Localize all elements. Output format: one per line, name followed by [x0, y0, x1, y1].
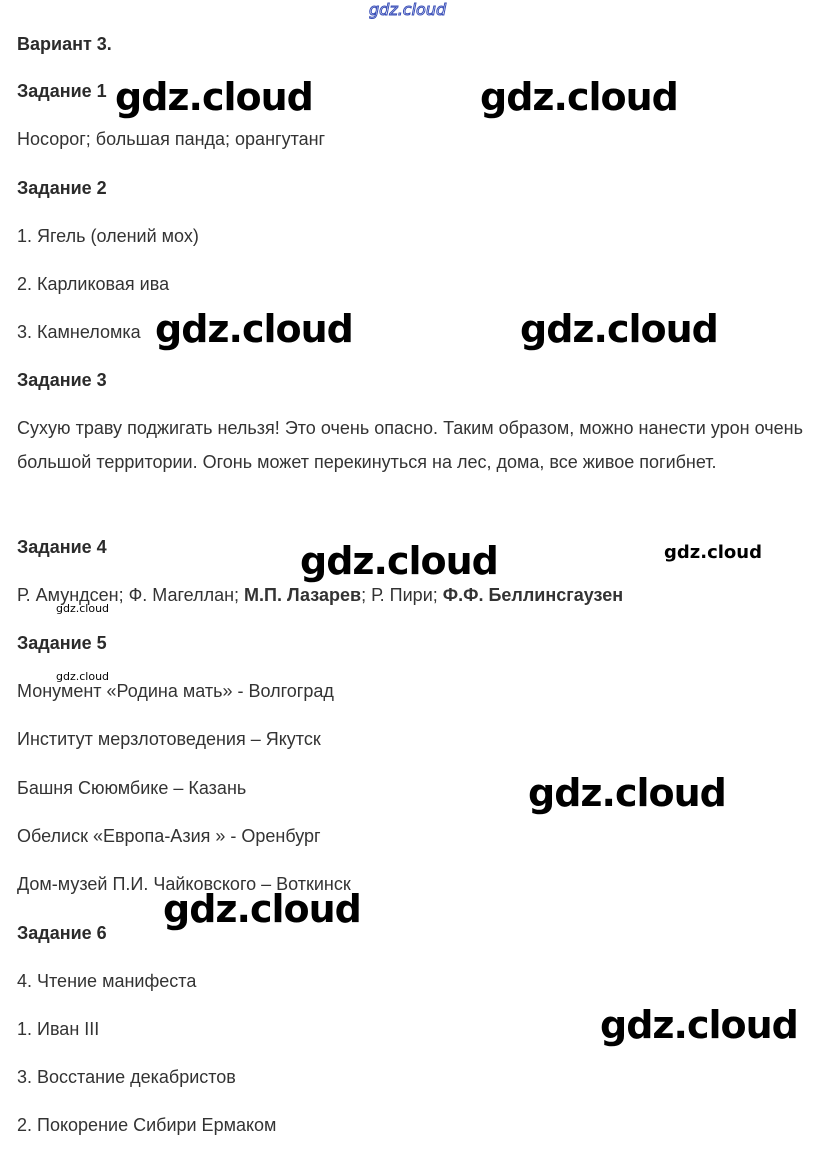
task5-item: Институт мерзлотоведения – Якутск	[17, 729, 321, 749]
task6-item: 4. Чтение манифеста	[17, 971, 197, 991]
task6-item: 3. Восстание декабристов	[17, 1067, 236, 1087]
task2-item: 2. Карликовая ива	[17, 274, 170, 294]
header-watermark: gdz.cloud	[369, 0, 447, 19]
task5-heading: Задание 5	[17, 633, 107, 653]
task5-item: Обелиск «Европа-Азия » - Оренбург	[17, 826, 321, 846]
task1-heading: Задание 1	[17, 81, 107, 101]
task6-heading: Задание 6	[17, 923, 107, 943]
watermark: gdz.cloud	[528, 771, 726, 815]
task6-item: 1. Иван III	[17, 1019, 100, 1039]
watermark: gdz.cloud	[520, 307, 718, 351]
task4-text: ; Р. Пири;	[361, 585, 443, 605]
task2-item: 3. Камнеломка	[17, 322, 141, 342]
task3-text: Сухую траву поджигать нельзя! Это очень опасно. Таким образом, можно нанести урон очень большой территории. Огонь может перекинуться на лес, дома, все живое погибнет.	[17, 418, 803, 472]
watermark: gdz.cloud	[300, 539, 498, 583]
task1-answer: Носорог; большая панда; орангутанг	[17, 129, 326, 149]
task4-bold-name: М.П. Лазарев	[244, 585, 362, 605]
variant-title: Вариант 3.	[17, 34, 112, 54]
task5-item: Башня Сююмбике – Казань	[17, 778, 247, 798]
task4-text: Р. Амундсен; Ф. Магеллан;	[17, 585, 245, 605]
watermark: gdz.cloud	[480, 75, 678, 119]
task5-item: Монумент «Родина мать» - Волгоград	[17, 681, 334, 701]
task6-item: 2. Покорение Сибири Ермаком	[17, 1115, 277, 1135]
watermark: gdz.cloud	[163, 887, 361, 931]
task4-bold-name: Ф.Ф. Беллинсгаузен	[442, 585, 624, 605]
task2-heading: Задание 2	[17, 178, 107, 198]
watermark: gdz.cloud	[664, 542, 762, 563]
task2-item: 1. Ягель (олений мох)	[17, 226, 199, 246]
task4-heading: Задание 4	[17, 537, 107, 557]
watermark: gdz.cloud	[115, 75, 313, 119]
watermark: gdz.cloud	[155, 307, 353, 351]
watermark: gdz.cloud	[600, 1003, 798, 1047]
task5-item: Дом-музей П.И. Чайковского – Воткинск	[17, 874, 351, 894]
watermark: gdz.cloud	[56, 670, 110, 683]
task3-heading: Задание 3	[17, 370, 107, 390]
watermark: gdz.cloud	[56, 602, 110, 615]
